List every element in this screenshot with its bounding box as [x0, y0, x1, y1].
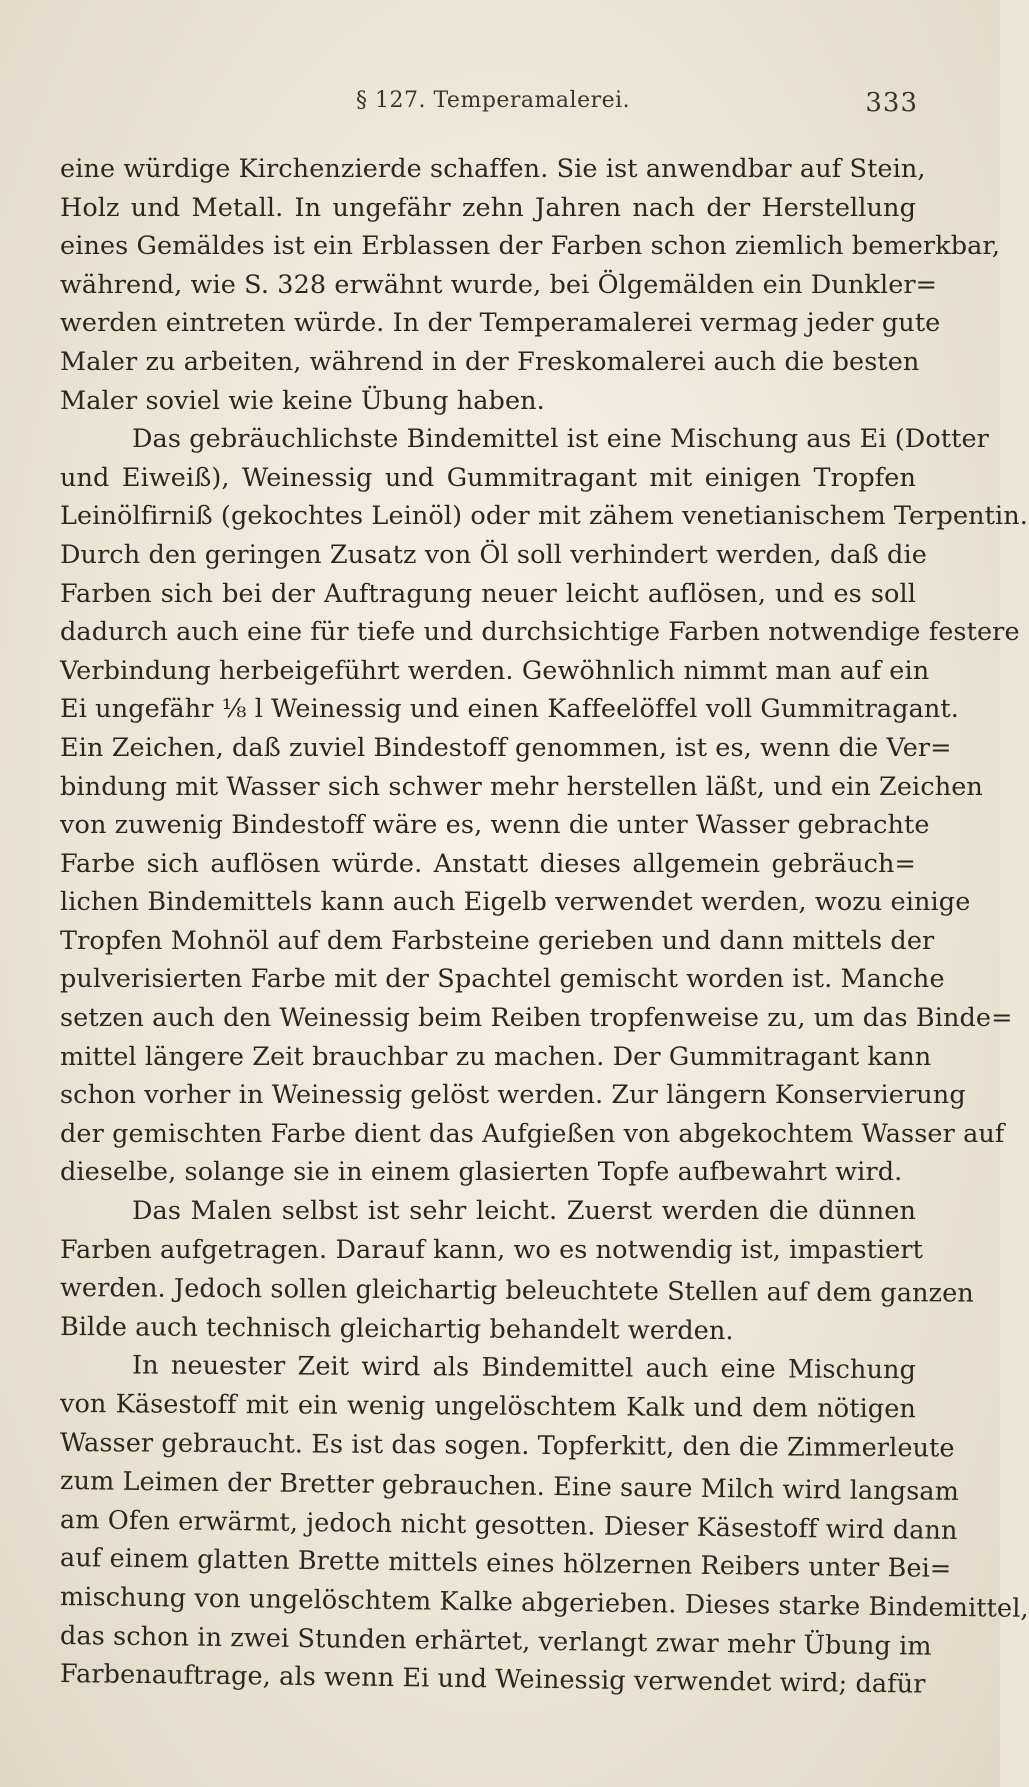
text-line: Holz und Metall. In ungefähr zehn Jahren nach der Herstellung	[60, 192, 916, 223]
text-line: Ei ungefähr ⅛ l Weinessig und einen Kaffeelöffel voll Gummitragant.	[60, 694, 959, 725]
text-line: Farben sich bei der Auftragung neuer leicht auflösen, und es soll	[60, 578, 916, 609]
text-line: eines Gemäldes ist ein Erblassen der Farben schon ziemlich bemerkbar,	[60, 231, 1001, 262]
text-line: von zuwenig Bindestoff wäre es, wenn die unter Wasser gebrachte	[60, 810, 930, 841]
text-line: dadurch auch eine für tiefe und durchsichtige Farben notwendige festere	[60, 617, 1020, 648]
text-line: Maler zu arbeiten, während in der Freskomalerei auch die besten	[60, 346, 920, 377]
text-line: Farbe sich auflösen würde. Anstatt dieses allgemein gebräuch=	[60, 848, 916, 879]
text-line: Verbindung herbeigeführt werden. Gewöhnlich nimmt man auf ein	[60, 655, 930, 686]
text-line: Bilde auch technisch gleichartig behandelt werden.	[59, 1311, 734, 1346]
text-line: auf einem glatten Brette mittels eines hölzernen Reibers unter Bei=	[59, 1543, 952, 1585]
page-number: 333	[865, 88, 918, 118]
text-line: der gemischten Farbe dient das Aufgießen von abgekochtem Wasser auf	[60, 1118, 1005, 1149]
paragraph-start-line: Das gebräuchlichste Bindemittel ist eine Mischung aus Ei (Dotter	[132, 424, 989, 455]
text-line: und Eiweiß), Weinessig und Gummitragant mit einigen Tropfen	[60, 462, 916, 493]
running-head	[56, 88, 918, 128]
text-line: eine würdige Kirchenzierde schaffen. Sie ist anwendbar auf Stein,	[60, 154, 926, 184]
text-line: mittel längere Zeit brauchbar zu machen. Der Gummitragant kann	[60, 1041, 932, 1072]
text-line: Wasser gebraucht. Es ist das sogen. Topferkitt, den die Zimmerleute	[59, 1427, 955, 1464]
text-line: werden. Jedoch sollen gleichartig beleuchtete Stellen auf dem ganzen	[59, 1273, 974, 1309]
text-line: Farben aufgetragen. Darauf kann, wo es notwendig ist, impastiert	[60, 1234, 924, 1265]
text-line: setzen auch den Weinessig beim Reiben tropfenweise zu, um das Binde=	[60, 1003, 1013, 1034]
text-line: Durch den geringen Zusatz von Öl soll verhindert werden, daß die	[60, 539, 927, 570]
text-line: Leinölfirniß (gekochtes Leinöl) oder mit zähem venetianischem Terpentin.	[60, 501, 1029, 532]
text-line: während, wie S. 328 erwähnt wurde, bei Ölgemälden ein Dunkler=	[60, 269, 938, 300]
text-line: schon vorher in Weinessig gelöst werden. Zur längern Konservierung	[60, 1080, 966, 1111]
paragraph-start-line: Das Malen selbst ist sehr leicht. Zuerst werden die dünnen	[132, 1196, 916, 1227]
text-line: von Käsestoff mit ein wenig ungelöschtem Kalk und dem nötigen	[59, 1389, 917, 1425]
body-text	[59, 150, 1029, 1700]
text-line: mischung von ungelöschtem Kalke abgerieben. Dieses starke Bindemittel,	[59, 1581, 1029, 1624]
text-line: pulverisierten Farbe mit der Spachtel gemischt worden ist. Manche	[60, 964, 945, 995]
text-line: dieselbe, solange sie in einem glasierten Topfe aufbewahrt wird.	[60, 1157, 903, 1188]
text-line: Farbenauftrage, als wenn Ei und Weinessig verwendet wird; dafür	[59, 1659, 926, 1700]
text-line: Tropfen Mohnöl auf dem Farbsteine gerieben und dann mittels der	[60, 925, 935, 956]
text-line: das schon in zwei Stunden erhärtet, verlangt zwar mehr Übung im	[59, 1620, 932, 1662]
text-line: am Ofen erwärmt, jedoch nicht gesotten. Dieser Käsestoff wird dann	[59, 1504, 958, 1546]
paragraph-start-line: In neuester Zeit wird als Bindemittel auch eine Mischung	[131, 1350, 917, 1386]
section-title: § 127. Temperamalerei.	[356, 88, 631, 113]
text-line: Ein Zeichen, daß zuviel Bindestoff genommen, ist es, wenn die Ver=	[60, 732, 952, 763]
text-line: Maler soviel wie keine Übung haben.	[60, 385, 545, 416]
text-line: werden eintreten würde. In der Temperamalerei vermag jeder gute	[60, 308, 941, 339]
text-line: bindung mit Wasser sich schwer mehr herstellen läßt, und ein Zeichen	[60, 771, 983, 802]
text-line: lichen Bindemittels kann auch Eigelb verwendet werden, wozu einige	[60, 887, 971, 918]
text-line: zum Leimen der Bretter gebrauchen. Eine saure Milch wird langsam	[59, 1466, 960, 1508]
